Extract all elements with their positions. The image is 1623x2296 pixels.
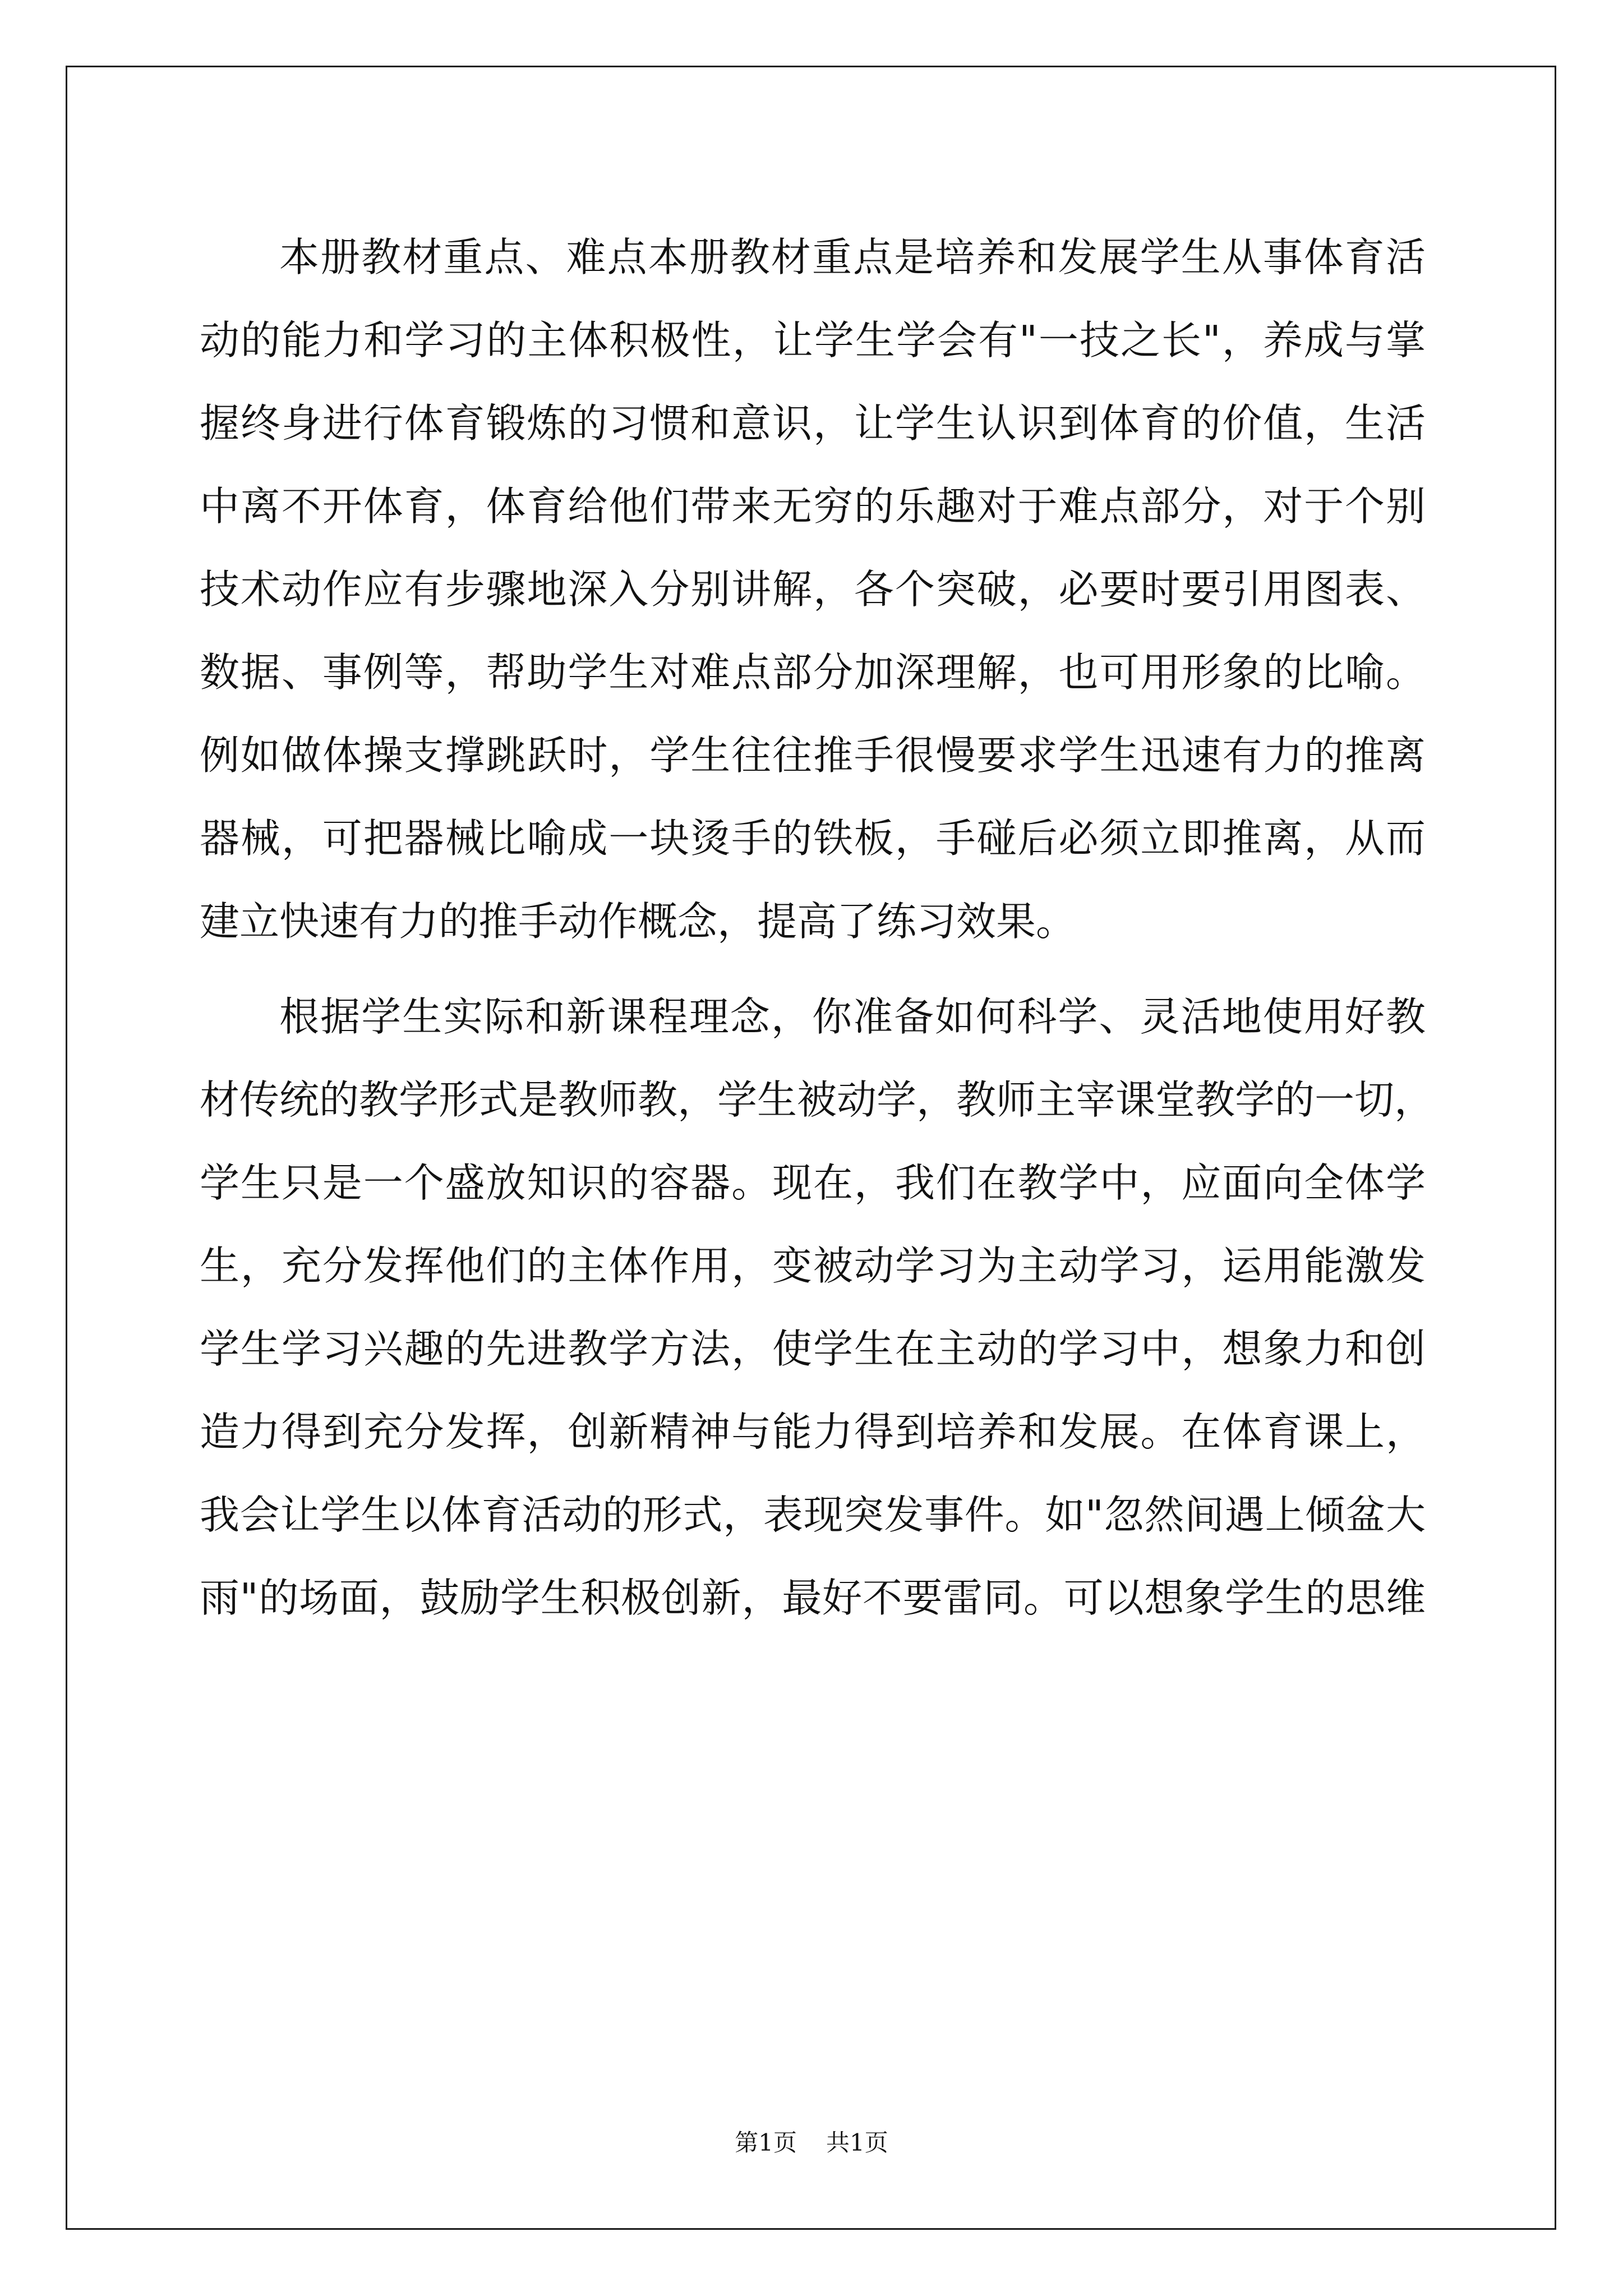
text-line: 造力得到充分发挥，创新精神与能力得到培养和发展。在体育课上， xyxy=(200,1409,1426,1455)
text-line: 数据、事例等，帮助学生对难点部分加深理解，也可用形象的比喻。 xyxy=(200,649,1426,696)
page-total: 共1页 xyxy=(826,2129,888,2156)
text-line: 雨"的场面，鼓励学生积极创新，最好不要雷同。可以想象学生的思维 xyxy=(200,1575,1426,1621)
text-line: 技术动作应有步骤地深入分别讲解，各个突破，必要时要引用图表、 xyxy=(200,566,1426,613)
text-line: 例如做体操支撑跳跃时，学生往往推手很慢要求学生迅速有力的推离 xyxy=(200,732,1426,779)
text-line: 学生只是一个盛放知识的容器。现在，我们在教学中，应面向全体学 xyxy=(200,1159,1426,1206)
text-line: 材传统的教学形式是教师教，学生被动学，教师主宰课堂教学的一切， xyxy=(200,1076,1435,1123)
text-line: 本册教材重点、难点本册教材重点是培养和发展学生从事体育活 xyxy=(279,234,1426,280)
text-line: 握终身进行体育锻炼的习惯和意识，让学生认识到体育的价值，生活 xyxy=(200,400,1426,447)
text-line: 我会让学生以体育活动的形式，表现突发事件。如"忽然间遇上倾盆大 xyxy=(200,1492,1426,1538)
text-line: 建立快速有力的推手动作概念，提高了练习效果。 xyxy=(200,898,1076,945)
text-line: 中离不开体育，体育给他们带来无穷的乐趣对于难点部分，对于个别 xyxy=(200,483,1426,530)
text-line: 生，充分发挥他们的主体作用，变被动学习为主动学习，运用能激发 xyxy=(200,1243,1426,1289)
page-footer xyxy=(0,2124,1623,2158)
paragraph-1 xyxy=(200,216,1426,963)
page-number: 第1页 xyxy=(735,2129,797,2156)
paragraph-2 xyxy=(200,976,1435,1640)
document-body xyxy=(200,216,1435,1640)
text-line: 根据学生实际和新课程理念，你准备如何科学、灵活地使用好教 xyxy=(279,993,1426,1040)
text-line: 器械，可把器械比喻成一块烫手的铁板，手碰后必须立即推离，从而 xyxy=(200,815,1426,862)
text-line: 动的能力和学习的主体积极性，让学生学会有"一技之长"，养成与掌 xyxy=(200,317,1426,364)
text-line: 学生学习兴趣的先进教学方法，使学生在主动的学习中，想象力和创 xyxy=(200,1326,1426,1372)
